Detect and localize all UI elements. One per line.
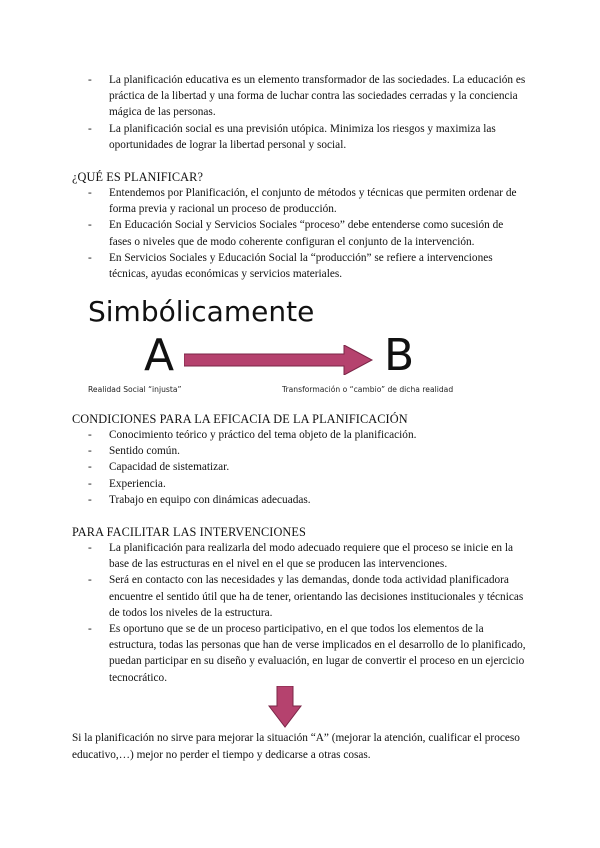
caption-b: Transformación o “cambio” de dicha realidad <box>282 385 454 394</box>
list-item: - Es oportuno que se de un proceso participativo, en el que todos los elementos de la estructura, todas las personas que han de verse implicados en el desarrollo de lo planificado, puedan participar en su diseño y evaluación, en lugar de convertir el proceso en un ejercicio tecnocrático. <box>88 623 526 684</box>
list-item: - Trabajo en equipo con dinámicas adecuadas. <box>88 492 528 508</box>
list-item: - En Educación Social y Servicios Sociales “proceso” debe entenderse como sucesión de fases o niveles que de modo coherente configuran el conjunto de la intervención. <box>88 219 504 248</box>
section-heading-condiciones: CONDICIONES PARA LA EFICACIA DE LA PLANIFICACIÓN <box>72 412 408 426</box>
facilitar-list <box>88 540 528 686</box>
down-arrow-icon <box>268 686 302 728</box>
dash-bullet: - <box>88 74 92 86</box>
que-list <box>88 185 528 282</box>
list-item: - Conocimiento teórico y práctico del tema objeto de la planificación. <box>88 427 528 443</box>
symbolic-diagram <box>88 295 488 405</box>
dash-bullet: - <box>88 461 92 474</box>
list-item: - Capacidad de sistematizar. <box>88 459 528 475</box>
dash-bullet: - <box>88 219 92 232</box>
dash-bullet: - <box>88 445 92 458</box>
list-item: - Será en contacto con las necesidades y las demandas, donde toda actividad planificadora encuentre el sentido útil que ha de tener, orientando las decisiones institucionales y técnicas de todos los niveles de la estructura. <box>88 574 524 619</box>
dash-bullet: - <box>88 542 92 554</box>
caption-a: Realidad Social “injusta” <box>88 385 182 394</box>
list-item: - Entendemos por Planificación, el conjunto de métodos y técnicas que permiten ordenar de forma previa y racional un proceso de producción. <box>88 187 517 216</box>
list-item: - La planificación para realizarla del modo adecuado requiere que el proceso se inicie en la base de las estructuras en el nivel en el que se producen las intervenciones. <box>88 542 513 571</box>
right-arrow-icon <box>184 345 374 375</box>
section-heading-facilitar: PARA FACILITAR LAS INTERVENCIONES <box>72 525 306 539</box>
condiciones-list <box>88 427 528 508</box>
dash-bullet: - <box>88 429 92 441</box>
dash-bullet: - <box>88 251 92 264</box>
list-item: - La planificación educativa es un elemento transformador de las sociedades. La educación es práctica de la libertad y una forma de luchar contra las sociedades cerradas y la conciencia mágica de las personas. <box>88 74 526 119</box>
dash-bullet: - <box>88 493 92 506</box>
intro-list <box>88 72 528 153</box>
section-heading-que: ¿QUÉ ES PLANIFICAR? <box>72 170 204 184</box>
dash-bullet: - <box>88 477 92 490</box>
list-item: - En Servicios Sociales y Educación Social la “producción” se refiere a intervenciones técnicas, ayudas económicas y servicios materiales. <box>88 251 493 281</box>
list-item: - Sentido común. <box>88 443 528 459</box>
list-item: - Experiencia. <box>88 476 528 492</box>
list-item: - La planificación social es una previsión utópica. Minimiza los riesgos y maximiza las oportunidades de lograr la libertad personal y social. <box>88 122 496 151</box>
letter-a: A <box>144 330 175 381</box>
dash-bullet: - <box>88 623 92 636</box>
closing-paragraph: Si la planificación no sirve para mejorar la situación “A” (mejorar la atención, cualificar el proceso educativo,…) mejor no perder el tiempo y dedicarse a otras cosas. <box>72 732 520 761</box>
dash-bullet: - <box>88 187 92 199</box>
dash-bullet: - <box>88 574 92 587</box>
dash-bullet: - <box>88 122 92 135</box>
letter-b: B <box>384 330 415 381</box>
symbolic-title: Simbólicamente <box>88 295 315 328</box>
